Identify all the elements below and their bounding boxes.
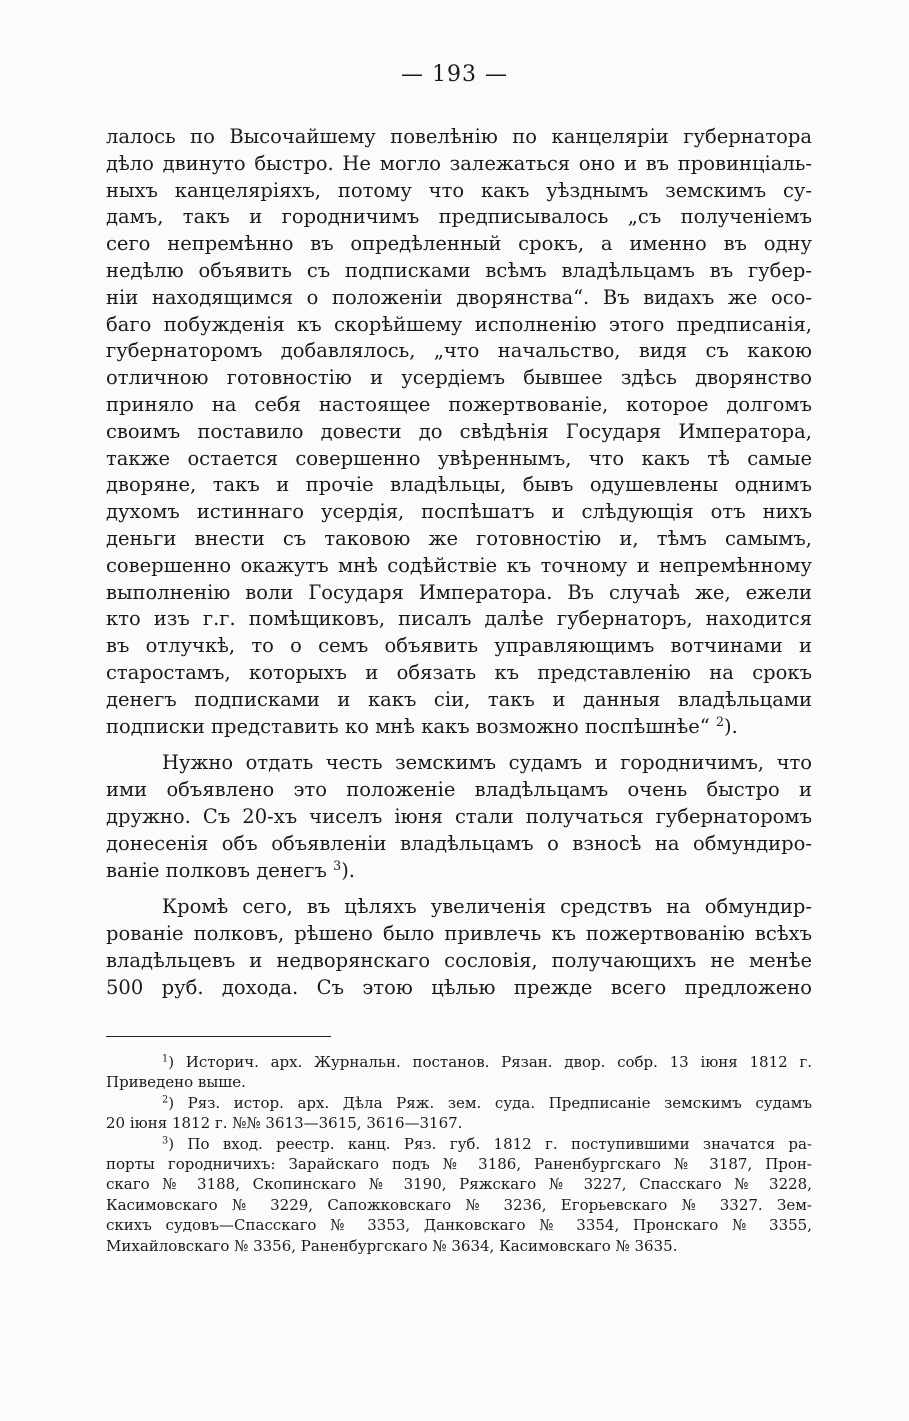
footnote-line: скихъ судовъ—Спасскаго № 3353, Данковскаго № 3354, Пронскаго № 3355, <box>106 1216 812 1235</box>
paragraph-3 <box>106 894 812 1001</box>
footnote-1 <box>106 1052 812 1093</box>
text-line: также остается совершенно увѣреннымъ, что какъ тѣ самые <box>106 446 812 470</box>
text-line: дружно. Съ 20-хъ чиселъ іюня стали получаться губернаторомъ <box>106 804 812 828</box>
text-fragment: подписки представить ко мнѣ какъ возможно поспѣшнѣе“ <box>106 714 710 738</box>
text-line: рованіе полковъ, рѣшено было привлечь къ пожертвованію всѣхъ <box>106 922 812 946</box>
footnote-line <box>106 1052 812 1072</box>
text-line: лалось по Высочайшему повелѣнію по канцеляріи губернатора <box>106 125 812 148</box>
text-line: Кромѣ сего, въ цѣляхъ увеличенія средствъ на обмундир- <box>162 895 812 919</box>
text-fragment: ). <box>724 714 738 738</box>
text-fragment: ). <box>341 858 355 882</box>
paragraph-2 <box>106 750 812 884</box>
text-line: дамъ, такъ и городничимъ предписывалось „съ полученіемъ <box>106 205 812 229</box>
text-line: кто изъ г.г. помѣщиковъ, писалъ далѣе губернаторъ, находится <box>106 607 812 631</box>
text-line: выполненію воли Государя Императора. Въ случаѣ же, ежели <box>106 580 812 604</box>
footnote-3 <box>106 1134 812 1256</box>
footnote-reference: 2 <box>715 713 725 729</box>
footnote-2 <box>106 1093 812 1134</box>
footnote-line <box>106 1093 812 1113</box>
text-line: дворяне, такъ и прочіе владѣльцы, бывъ одушевлены однимъ <box>106 473 812 497</box>
text-line: сего непремѣнно въ опредѣленный срокъ, а именно въ одну <box>106 232 812 256</box>
text-line: недѣлю объявить съ подписками всѣмъ владѣльцамъ въ губер- <box>106 258 812 282</box>
text-line: владѣльцевъ и недворянскаго сословія, получающихъ не менѣе <box>106 948 812 972</box>
footnote-line: Касимовскаго № 3229, Сапожковскаго № 3236, Егорьевскаго № 3327. Зем- <box>106 1195 812 1214</box>
text-line: деньги внести съ таковою же готовностію и, тѣмъ самымъ, <box>106 526 812 550</box>
text-line: ими объявлено это положеніе владѣльцамъ очень быстро и <box>106 778 812 802</box>
text-line: дѣло двинуто быстро. Не могло залежаться оно и въ провинціаль- <box>106 151 812 175</box>
footnote-divider <box>106 1036 331 1037</box>
text-line <box>106 858 812 885</box>
text-line: старостамъ, которыхъ и обязать къ представленію на срокъ <box>106 660 812 684</box>
text-line: 500 руб. дохода. Съ этою цѣлью прежде всего предложено <box>106 975 812 999</box>
footnote-line <box>106 1134 812 1154</box>
text-line: духомъ истиннаго усердія, поспѣшатъ и слѣдующія отъ нихъ <box>106 500 812 524</box>
page-number: — 193 — <box>401 62 508 87</box>
text-line: Нужно отдать честь земскимъ судамъ и городничимъ, что <box>162 751 812 775</box>
main-text <box>106 124 812 1002</box>
footnote-mark: 3 <box>162 1135 169 1147</box>
footnote-line: порты городничихъ: Зарайскаго подъ № 3186, Раненбургскаго № 3187, Прон- <box>106 1154 812 1173</box>
footnote-mark: 1 <box>162 1053 169 1065</box>
footnote-line: Михайловскаго № 3356, Раненбургскаго № 3634, Касимовскаго № 3635. <box>106 1236 678 1255</box>
paragraph-1 <box>106 124 812 740</box>
text-line: ныхъ канцеляріяхъ, потому что какъ уѣзднымъ земскимъ су- <box>106 178 812 202</box>
text-line: своимъ поставило довести до свѣдѣнія Государя Императора, <box>106 419 812 443</box>
text-line: совершенно окажутъ мнѣ содѣйствіе къ точному и непремѣнному <box>106 553 812 577</box>
footnote-line: скаго № 3188, Скопинскаго № 3190, Ряжскаго № 3227, Спасскаго № 3228, <box>106 1175 812 1194</box>
text-fragment: ваніе полковъ денегъ <box>106 858 334 882</box>
text-line: приняло на себя настоящее пожертвованіе, которое долгомъ <box>106 392 812 416</box>
text-line: ніи находящимся о положеніи дворянства“. Въ видахъ же осо- <box>106 285 812 309</box>
text-line: отличною готовностію и усердіемъ бывшее здѣсь дворянство <box>106 366 812 390</box>
text-fragment: ) Ряз. истор. арх. Дѣла Ряж. зем. суда. Предписаніе земскимъ судамъ <box>168 1093 812 1112</box>
text-line: въ отлучкѣ, то о семъ объявить управляющимъ вотчинами и <box>106 634 812 658</box>
footnote-line: Приведено выше. <box>106 1073 246 1092</box>
footnotes <box>106 1052 812 1256</box>
footnote-line: 20 іюня 1812 г. №№ 3613—3615, 3616—3167. <box>106 1114 463 1133</box>
footnote-mark: 2 <box>162 1094 169 1106</box>
text-line: губернаторомъ добавлялось, „что начальство, видя съ какою <box>106 339 812 363</box>
text-line: донесенія объ объявленіи владѣльцамъ о взносѣ на обмундиро- <box>106 831 812 855</box>
footnote-reference: 3 <box>333 857 342 873</box>
text-line: баго побужденія къ скорѣйшему исполненію этого предписанія, <box>106 312 812 336</box>
text-line <box>106 714 812 741</box>
text-fragment: ) Историч. арх. Журнальн. постанов. Рязан. двор. собр. 13 іюня 1812 г. <box>168 1053 812 1071</box>
text-fragment: ) По вход. реестр. канц. Ряз. губ. 1812 г. поступившими значатся ра- <box>168 1134 812 1153</box>
text-line: денегъ подписками и какъ сіи, такъ и данныя владѣльцами <box>106 687 812 711</box>
